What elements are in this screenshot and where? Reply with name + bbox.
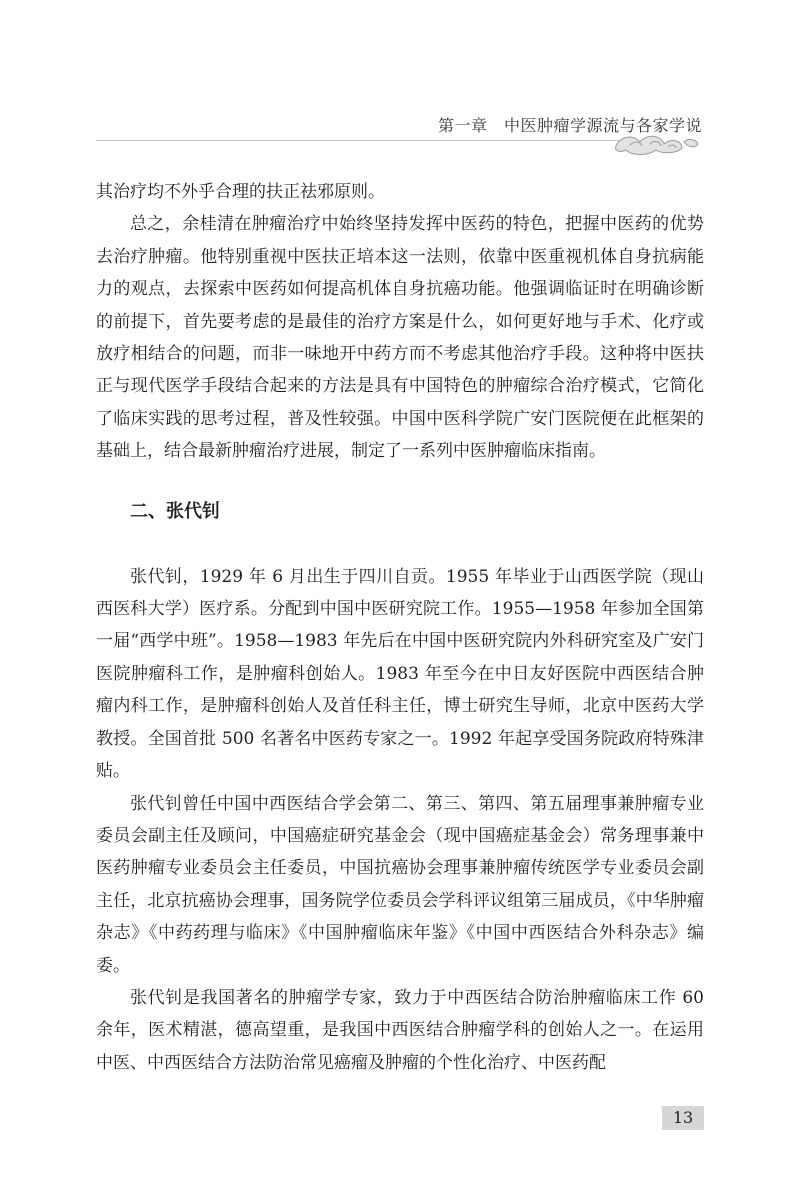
page-body xyxy=(96,176,704,1079)
paragraph-summary: 总之，余桂清在肿瘤治疗中始终坚持发挥中医药的特色，把握中医药的优势去治疗肿瘤。他特别重视中医扶正培本这一法则，依靠中医重视机体自身抗病能力的观点，去探索中医药如何提高机体自身抗癌功能。他强调临证时在明确诊断的前提下，首先要考虑的是最佳的治疗方案是什么，如何更好地与手术、化疗或放疗相结合的问题，而非一味地开中药方而不考虑其他治疗手段。这种将中医扶正与现代医学手段结合起来的方法是具有中国特色的肿瘤综合治疗模式，它简化了临床实践的思考过程，普及性较强。中国中医科学院广安门医院便在此框架的基础上，结合最新肿瘤治疗进展，制定了一系列中医肿瘤临床指南。 xyxy=(96,214,704,462)
paragraph-positions: 张代钊曾任中国中西医结合学会第二、第三、第四、第五届理事兼肿瘤专业委员会副主任及顾问，中国癌症研究基金会（现中国癌症基金会）常务理事兼中医药肿瘤专业委员会主任委员，中国抗癌协会理事兼肿瘤传统医学专业委员会副主任，北京抗癌协会理事，国务院学位委员会学科评议组第三届成员，《中华肿瘤杂志》《中药药理与临床》《中国肿瘤临床年鉴》《中国中西医结合外科杂志》编委。 xyxy=(96,793,704,976)
page-number: 13 xyxy=(662,1106,704,1130)
cloud-ornament-icon xyxy=(610,126,702,162)
running-header xyxy=(0,0,800,170)
paragraph-biography: 张代钊，1929 年 6 月出生于四川自贡。1955 年毕业于山西医学院（现山西医科大学）医疗系。分配到中国中医研究院工作。1955—1958 年参加全国第一届“西学中班”。1958—1983 年先后在中国中医研究院内外科研究室及广安门医院肿瘤科工作，是肿瘤科创始人。1983 年至今在中日友好医院中西医结合肿瘤内科工作，是肿瘤科创始人及首任科主任，博士研究生导师，北京中医药大学教授。全国首批 500 名著名中医药专家之一。1992 年起享受国务院政府特殊津贴。 xyxy=(96,566,704,782)
section-heading: 二、张代钊 xyxy=(130,500,220,522)
chapter-title: 第一章 中医肿瘤学源流与各家学说 xyxy=(437,116,702,135)
paragraph-continuation: 其治疗均不外乎合理的扶正祛邪原则。 xyxy=(96,182,385,202)
paragraph-contributions: 张代钊是我国著名的肿瘤学专家，致力于中西医结合防治肿瘤临床工作 60 余年，医术精湛，德高望重，是我国中西医结合肿瘤学科的创始人之一。在运用中医、中西医结合方法防治常见癌瘤及肿瘤的个性化治疗、中医药配 xyxy=(96,987,704,1073)
header-rule xyxy=(96,140,626,141)
